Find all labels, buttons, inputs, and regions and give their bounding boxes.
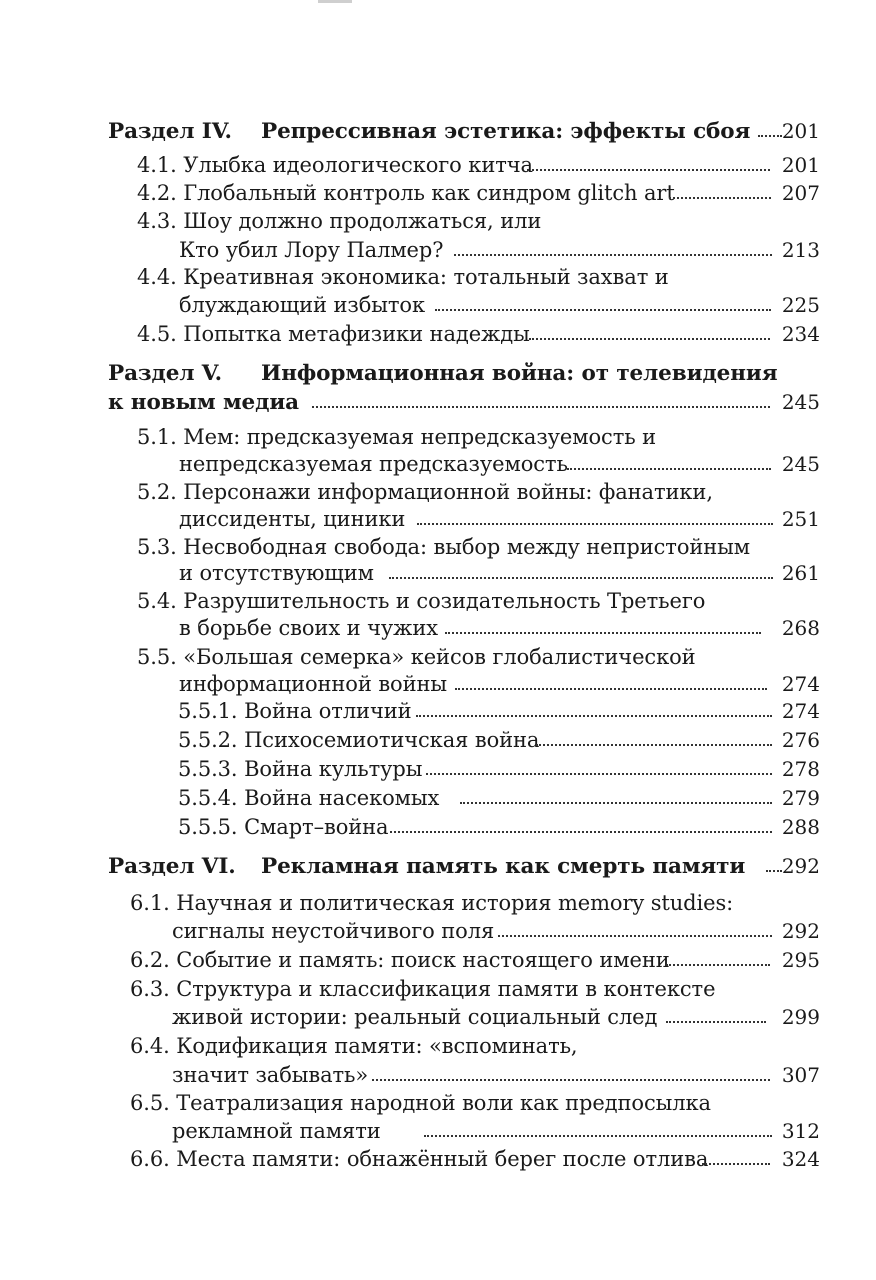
- toc-entry-6-6[interactable]: [130, 1145, 820, 1174]
- dot-leader: [666, 1021, 766, 1023]
- toc-entry-4-5[interactable]: [137, 320, 820, 349]
- dot-leader: [312, 406, 770, 408]
- entry-number: 6.2.: [130, 948, 170, 972]
- entry-title: Места памяти: обнажённый берег после отлива: [176, 1147, 709, 1171]
- entry-title-cont: непредсказуемая предсказуемость: [179, 452, 568, 476]
- entry-number: 6.1.: [130, 891, 170, 915]
- toc-entry-6-3[interactable]: [130, 975, 820, 1004]
- section-title: Рекламная память как смерть памяти: [261, 854, 746, 879]
- page-number: 324: [781, 1147, 820, 1171]
- section-title: Репрессивная эстетика: эффекты сбоя: [261, 119, 751, 144]
- dot-leader: [529, 338, 770, 340]
- toc-entry-6-1[interactable]: [130, 889, 820, 918]
- entry-title: Кодификация памяти: «вспоминать,: [176, 1034, 578, 1058]
- toc-entry-4-4-cont[interactable]: [179, 291, 820, 320]
- toc-entry-4-1[interactable]: [137, 151, 820, 180]
- entry-title-cont: Кто убил Лору Палмер?: [179, 238, 444, 262]
- entry-title-cont: живой истории: реальный социальный след: [172, 1005, 658, 1029]
- entry-title: Событие и память: поиск настоящего имени: [176, 948, 670, 972]
- entry-title: Смарт–война: [244, 815, 389, 839]
- dot-leader: [372, 1079, 770, 1081]
- entry-title: Попытка метафизики надежды: [183, 322, 530, 346]
- section-title: Информационная война: от телевидения: [261, 361, 778, 386]
- entry-title-cont: сигналы неустойчивого поля: [172, 919, 495, 943]
- entry-title: Научная и политическая история memory studies:: [176, 891, 734, 915]
- entry-title: Шоу должно продолжаться, или: [183, 209, 542, 233]
- toc-entry-6-4-cont[interactable]: [172, 1061, 820, 1090]
- entry-number: 4.4.: [137, 265, 177, 289]
- entry-number: 6.6.: [130, 1147, 170, 1171]
- page-number: 292: [781, 854, 820, 878]
- page-number: 251: [781, 507, 820, 531]
- page-number: 274: [781, 672, 820, 696]
- entry-title: Глобальный контроль как синдром glitch art: [183, 181, 675, 205]
- section-title-cont: к новым медиа: [108, 390, 300, 415]
- entry-title-cont: и отсутствующим: [179, 561, 374, 585]
- dot-leader: [454, 254, 772, 256]
- entry-number: 5.5.2.: [178, 728, 238, 752]
- toc-entry-6-2[interactable]: [130, 946, 820, 975]
- page-number: 201: [781, 153, 820, 177]
- entry-number: 5.4.: [137, 589, 177, 613]
- page-number: 288: [781, 815, 820, 839]
- toc-entry-4-4[interactable]: [137, 263, 820, 292]
- entry-title-cont: информационной войны: [179, 672, 447, 696]
- page-number: 276: [781, 728, 820, 752]
- toc-entry-5-4-cont[interactable]: [179, 614, 820, 643]
- page-number: 279: [781, 786, 820, 810]
- page-number: 274: [781, 699, 820, 723]
- page-number: 292: [781, 919, 820, 943]
- toc-entry-5-5-1[interactable]: [178, 697, 820, 726]
- scan-mark: [318, 0, 352, 3]
- toc-entry-4-2[interactable]: [137, 179, 820, 208]
- entry-title: Театрализация народной воли как предпосылка: [176, 1091, 711, 1115]
- page-number: 307: [781, 1063, 820, 1087]
- entry-number: 5.2.: [137, 480, 177, 504]
- entry-number: 6.5.: [130, 1091, 170, 1115]
- toc-entry-5-2-cont[interactable]: [179, 505, 820, 534]
- entry-number: 6.4.: [130, 1034, 170, 1058]
- entry-number: 5.3.: [137, 535, 177, 559]
- toc-entry-6-5-cont[interactable]: [172, 1117, 820, 1146]
- toc-heading-section-6[interactable]: [108, 852, 820, 881]
- entry-title-cont: в борьбе своих и чужих: [179, 616, 439, 640]
- toc-entry-6-1-cont[interactable]: [172, 917, 820, 946]
- toc-entry-5-5-cont[interactable]: [179, 670, 820, 699]
- page-number: 201: [781, 119, 820, 143]
- page-number: 268: [781, 616, 820, 640]
- entry-title-cont: диссиденты, циники: [179, 507, 406, 531]
- dot-leader: [445, 632, 761, 634]
- toc-entry-5-5-2[interactable]: [178, 726, 820, 755]
- entry-number: 4.2.: [137, 181, 177, 205]
- dot-leader: [390, 831, 772, 833]
- entry-title-cont: блуждающий избыток: [179, 293, 425, 317]
- toc-heading-section-5[interactable]: [108, 359, 820, 388]
- page-number: 295: [781, 948, 820, 972]
- dot-leader: [455, 688, 767, 690]
- section-label: Раздел IV.: [108, 119, 232, 144]
- dot-leader: [666, 964, 770, 966]
- entry-number: 5.5.1.: [178, 699, 238, 723]
- dot-leader: [536, 744, 772, 746]
- dot-leader: [766, 870, 782, 872]
- toc-entry-5-5[interactable]: [137, 643, 820, 672]
- dot-leader: [460, 802, 772, 804]
- dot-leader: [424, 1135, 772, 1137]
- page-number: 312: [781, 1119, 820, 1143]
- page-number: 245: [781, 390, 820, 414]
- toc-entry-5-1-cont[interactable]: [179, 450, 820, 479]
- page-number: 234: [781, 322, 820, 346]
- dot-leader: [417, 523, 773, 525]
- entry-number: 5.5.3.: [178, 757, 238, 781]
- entry-title: Персонажи информационной войны: фанатики,: [183, 480, 713, 504]
- entry-number: 4.3.: [137, 209, 177, 233]
- dot-leader: [758, 135, 782, 137]
- toc-entry-5-3-cont[interactable]: [179, 559, 820, 588]
- toc-heading-section-4[interactable]: [108, 117, 820, 146]
- entry-title: «Большая семерка» кейсов глобалистической: [183, 645, 696, 669]
- entry-title: Креативная экономика: тотальный захват и: [183, 265, 669, 289]
- page-number: 207: [781, 181, 820, 205]
- entry-title-cont: значит забывать»: [172, 1063, 369, 1087]
- toc-entry-6-4[interactable]: [130, 1032, 820, 1061]
- entry-title: Структура и классификация памяти в контексте: [176, 977, 716, 1001]
- dot-leader: [527, 169, 770, 171]
- toc-entry-5-4[interactable]: [137, 587, 820, 616]
- dot-leader: [498, 935, 772, 937]
- entry-number: 5.5.5.: [178, 815, 238, 839]
- entry-title: Разрушительность и созидательность Третьего: [183, 589, 706, 613]
- dot-leader: [416, 715, 772, 717]
- entry-title: Война культуры: [244, 757, 423, 781]
- toc-entry-6-5[interactable]: [130, 1089, 820, 1118]
- entry-title: Война насекомых: [244, 786, 440, 810]
- toc-entry-4-3-cont[interactable]: [179, 236, 820, 265]
- entry-number: 4.5.: [137, 322, 177, 346]
- page-number: 299: [781, 1005, 820, 1029]
- toc-entry-4-3[interactable]: [137, 207, 820, 236]
- entry-title: Мем: предсказуемая непредсказуемость и: [183, 425, 657, 449]
- entry-title: Война отличий: [244, 699, 412, 723]
- entry-title: Несвободная свобода: выбор между непристойным: [183, 535, 751, 559]
- section-label: Раздел VI.: [108, 854, 236, 879]
- toc-entry-5-3[interactable]: [137, 533, 820, 562]
- toc-heading-section-5-cont[interactable]: [108, 388, 820, 417]
- toc-entry-5-5-5[interactable]: [178, 813, 820, 842]
- dot-leader: [426, 773, 772, 775]
- entry-title-cont: рекламной памяти: [172, 1119, 381, 1143]
- entry-number: 4.1.: [137, 153, 177, 177]
- toc-entry-5-2[interactable]: [137, 478, 820, 507]
- dot-leader: [389, 577, 773, 579]
- entry-number: 5.1.: [137, 425, 177, 449]
- section-label: Раздел V.: [108, 361, 222, 386]
- toc-entry-5-5-4[interactable]: [178, 784, 820, 813]
- entry-title: Психосемиотичская война: [244, 728, 540, 752]
- page-number: 225: [781, 293, 820, 317]
- toc-entry-5-1[interactable]: [137, 423, 820, 452]
- dot-leader: [669, 197, 771, 199]
- entry-title: Улыбка идеологического китча: [183, 153, 533, 177]
- page-number: 245: [781, 452, 820, 476]
- entry-number: 5.5.4.: [178, 786, 238, 810]
- toc-entry-5-5-3[interactable]: [178, 755, 820, 784]
- dot-leader: [702, 1163, 770, 1165]
- entry-number: 6.3.: [130, 977, 170, 1001]
- entry-number: 5.5.: [137, 645, 177, 669]
- page-number: 278: [781, 757, 820, 781]
- dot-leader: [567, 468, 771, 470]
- toc-entry-6-3-cont[interactable]: [172, 1003, 820, 1032]
- page-number: 261: [781, 561, 820, 585]
- page-number: 213: [781, 238, 820, 262]
- dot-leader: [435, 309, 771, 311]
